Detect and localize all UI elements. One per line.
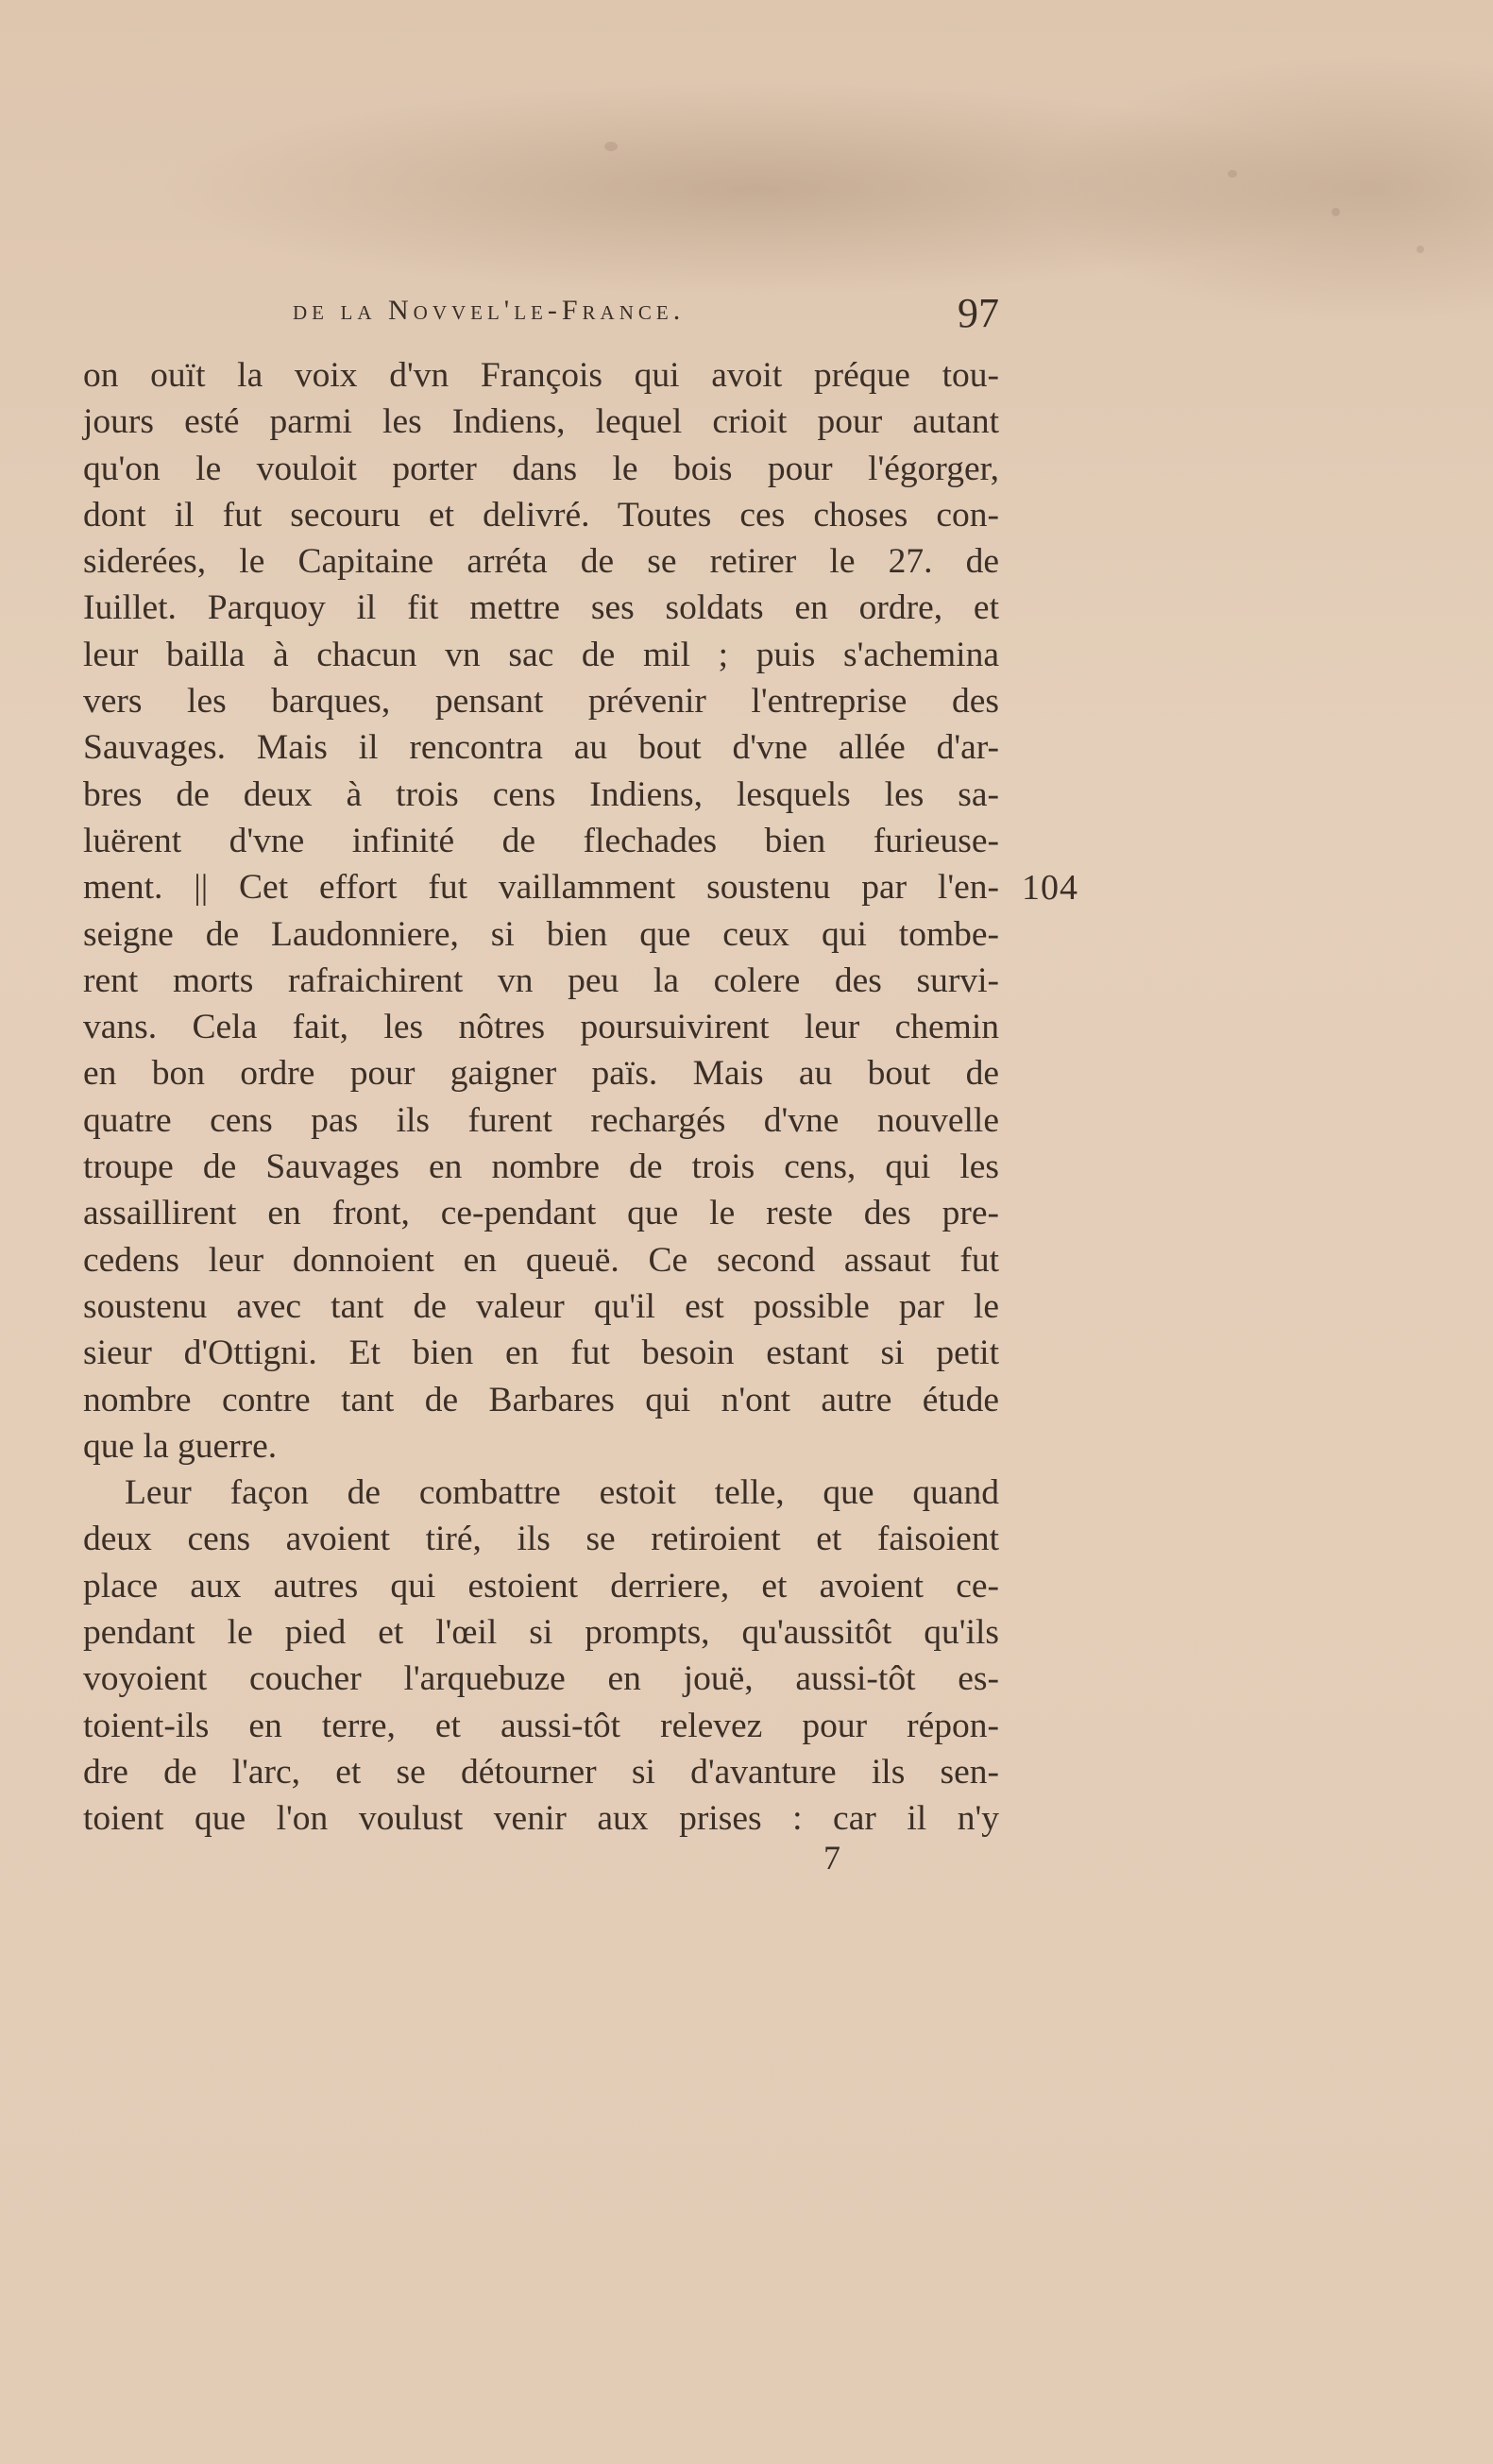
text-line: on ouït la voix d'vn François qui avoit préque tou- [83, 356, 999, 395]
text-line: voyoient coucher l'arquebuze en jouë, aussi-tôt es- [83, 1659, 999, 1699]
text-line: vans. Cela fait, les nôtres poursuivirent leur chemin [83, 1008, 999, 1047]
text-line: toient que l'on voulust venir aux prises : car il n'y [83, 1799, 999, 1839]
text-line: Iuillet. Parquoy il fit mettre ses soldats en ordre, et [83, 588, 999, 628]
text-line: luërent d'vne infinité de flechades bien furieuse- [83, 821, 999, 860]
text-line: sieur d'Ottigni. Et bien en fut besoin estant si petit [83, 1334, 999, 1373]
text-line: nombre contre tant de Barbares qui n'ont autre étude [83, 1380, 999, 1419]
text-line: soustenu avec tant de valeur qu'il est possible par le [83, 1286, 999, 1326]
page-header [293, 289, 1010, 346]
text-line: pendant le pied et l'œil si prompts, qu'aussitôt qu'ils [83, 1613, 999, 1653]
page-number: 97 [958, 290, 999, 336]
text-line: toient-ils en terre, et aussi-tôt relevez pour répon- [83, 1706, 999, 1745]
text-line: bres de deux à trois cens Indiens, lesquels les sa- [83, 774, 999, 814]
foxing-stain [1332, 208, 1340, 216]
foxing-stain [1417, 246, 1424, 253]
text-line: rent morts rafraichirent vn peu la colere des survi- [83, 960, 999, 1000]
text-line: en bon ordre pour gaigner païs. Mais au bout de [83, 1054, 999, 1094]
body-text [83, 352, 999, 1843]
text-line: seigne de Laudonniere, si bien que ceux qui tombe- [83, 914, 999, 954]
text-line: leur bailla à chacun vn sac de mil ; puis s'achemina [83, 635, 999, 674]
text-line: assaillirent en front, ce-pendant que le reste des pre- [83, 1194, 999, 1233]
signature-mark: 7 [823, 1839, 840, 1877]
text-line: Leur façon de combattre estoit telle, que quand [125, 1473, 999, 1513]
text-line: vers les barques, pensant prévenir l'entreprise des [83, 682, 999, 722]
text-line: dre de l'arc, et se détourner si d'avanture ils sen- [83, 1752, 999, 1792]
text-line: troupe de Sauvages en nombre de trois cens, qui les [83, 1147, 999, 1187]
text-line: que la guerre. [83, 1426, 278, 1466]
text-line: cedens leur donnoient en queuë. Ce second assaut fut [83, 1240, 999, 1280]
text-line: place aux autres qui estoient derriere, et avoient ce- [83, 1566, 999, 1606]
foxing-stain [1228, 170, 1237, 178]
text-line: qu'on le vouloit porter dans le bois pour l'égorger, [83, 449, 999, 488]
text-line: quatre cens pas ils furent rechargés d'vne nouvelle [83, 1100, 999, 1140]
text-line: Sauvages. Mais il rencontra au bout d'vne allée d'ar- [83, 728, 999, 768]
text-line: ment. || Cet effort fut vaillamment soustenu par l'en- [83, 868, 999, 908]
text-line: deux cens avoient tiré, ils se retiroient et faisoient [83, 1520, 999, 1559]
running-title: de la Novvel'le-France. [293, 295, 686, 326]
margin-page-reference: 104 [1022, 868, 1078, 908]
text-line: siderées, le Capitaine arréta de se retirer le 27. de [83, 542, 999, 582]
foxing-stain [604, 142, 618, 151]
text-line: jours esté parmi les Indiens, lequel crioit pour autant [83, 402, 999, 442]
text-line: dont il fut secouru et delivré. Toutes ces choses con- [83, 495, 999, 535]
